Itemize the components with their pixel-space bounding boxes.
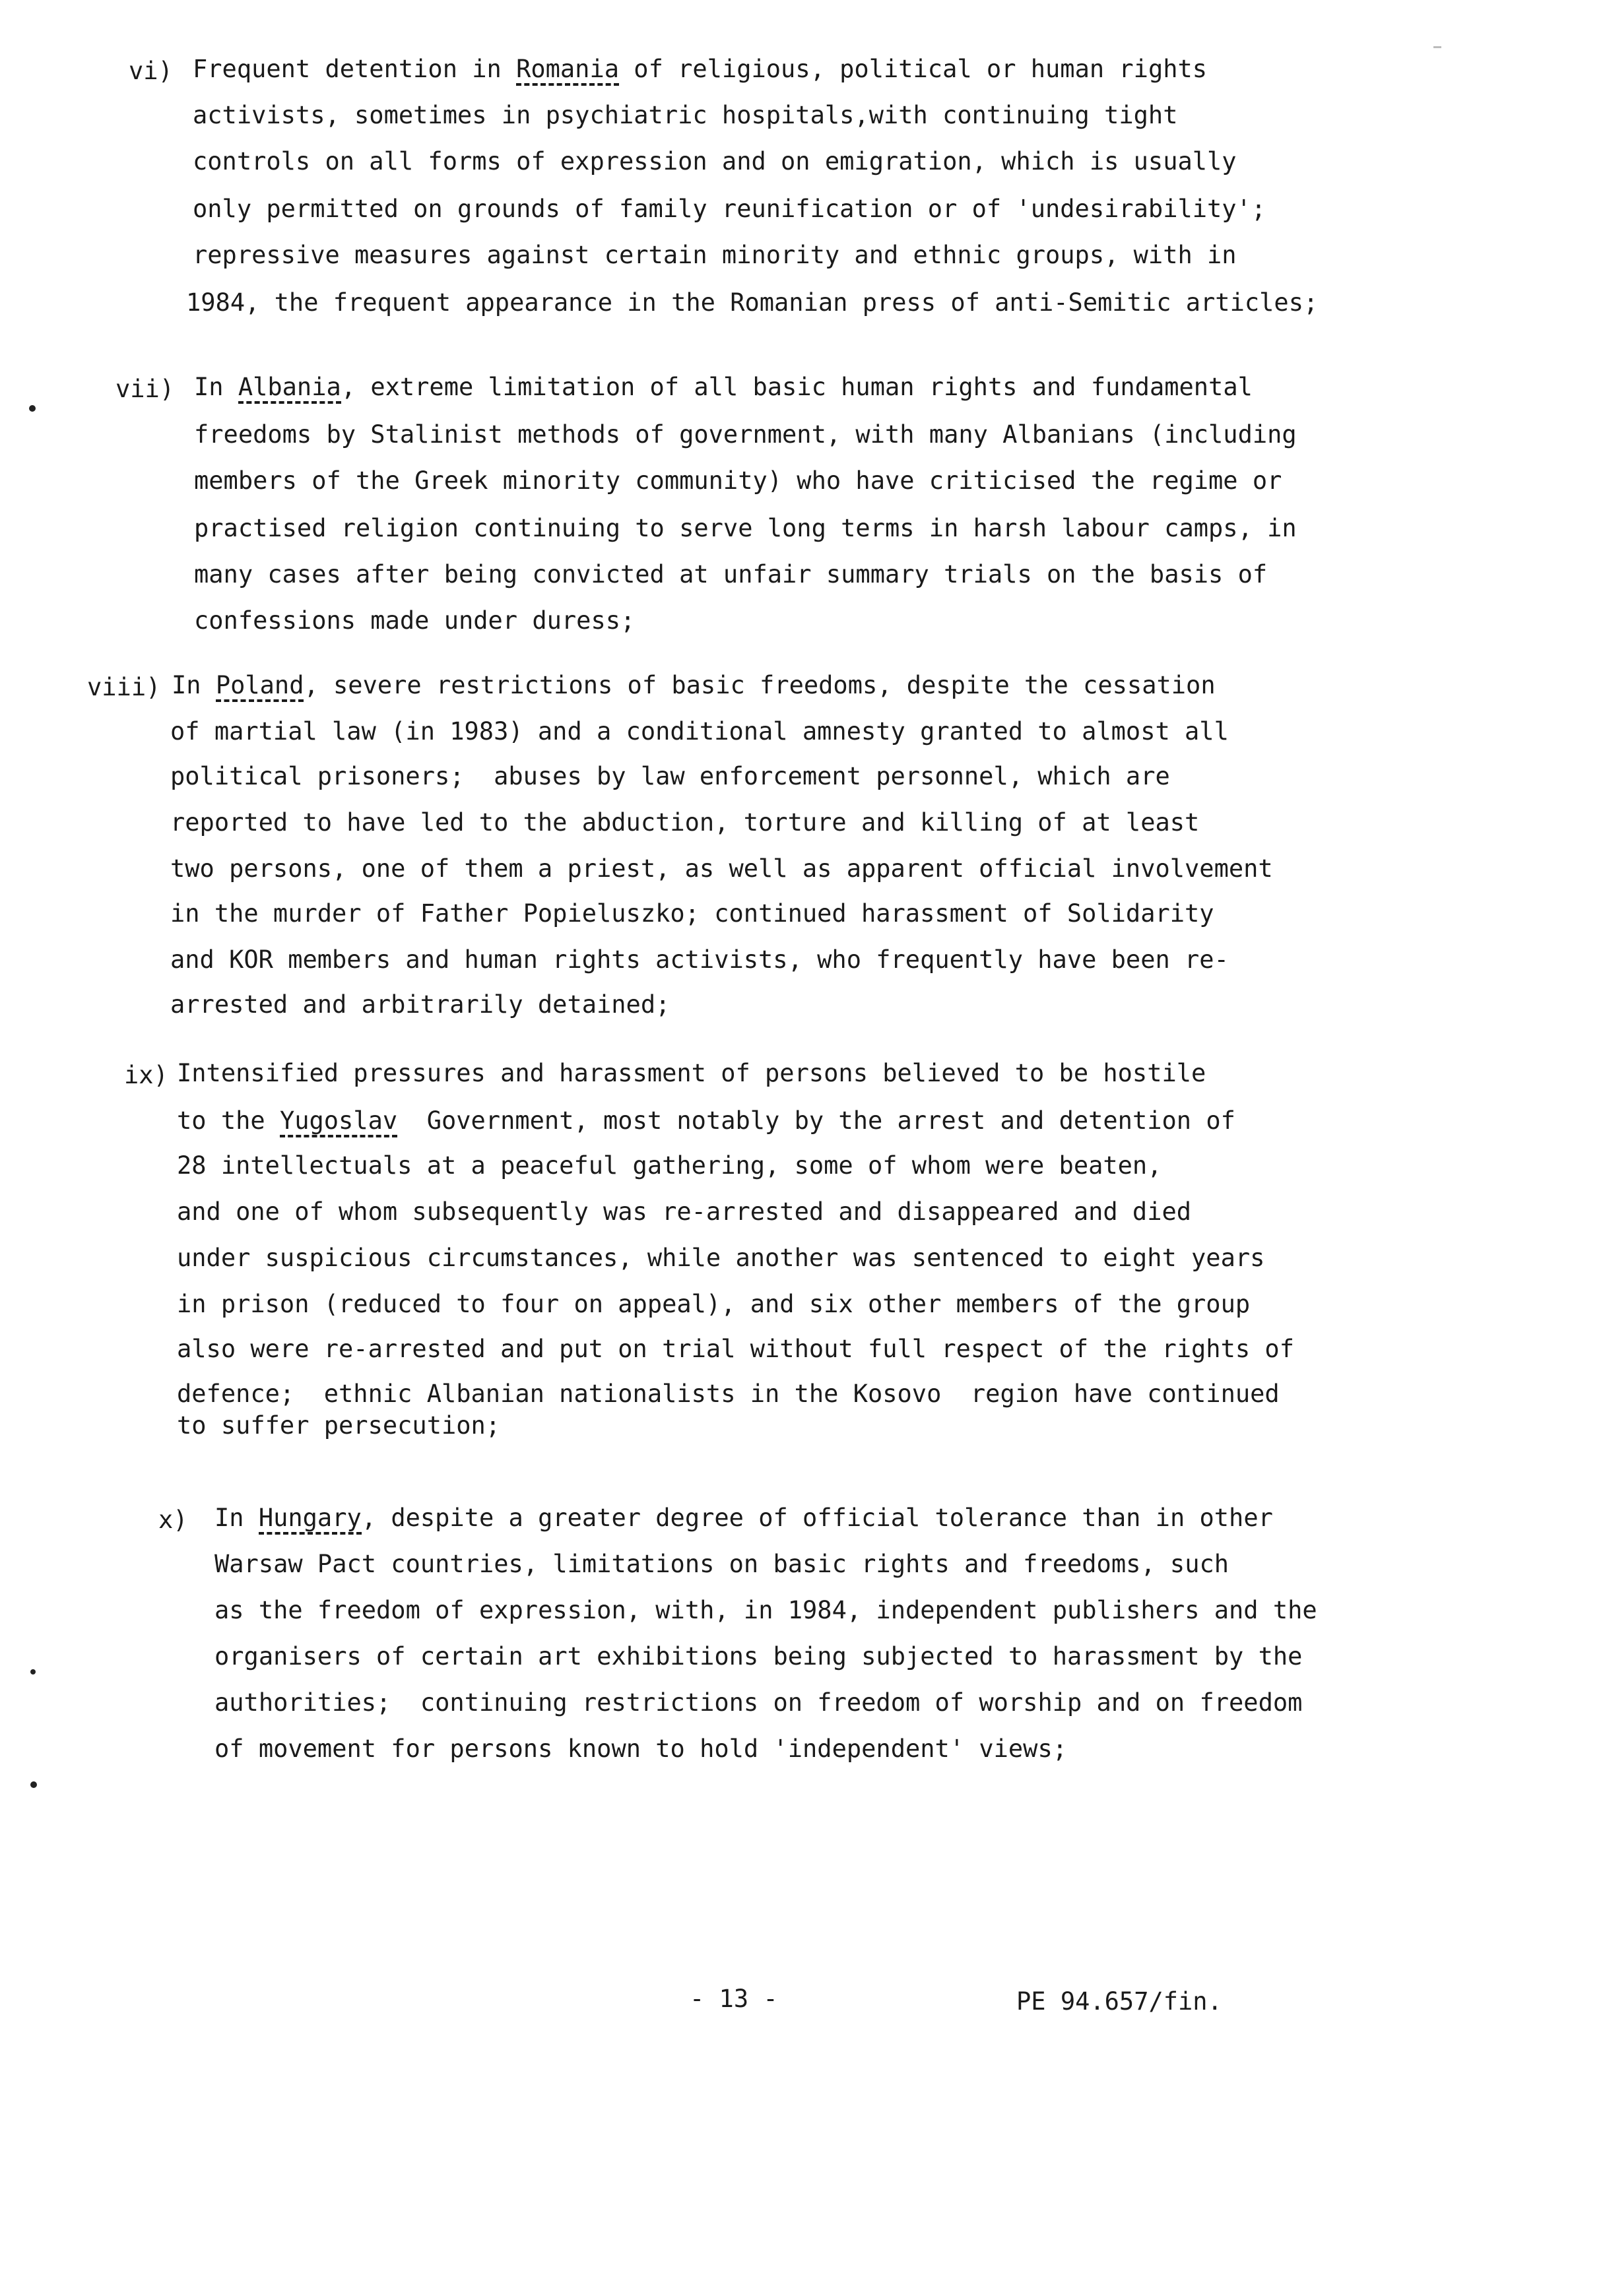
- scan-speck: [30, 1781, 37, 1788]
- text-run: authorities; continuing restrictions on freedom of worship and on freedom: [214, 1688, 1303, 1717]
- text-run: members of the Greek minority community) who have criticised the regime or: [194, 466, 1282, 495]
- text-run: Warsaw Pact countries, limitations on basic rights and freedoms, such: [214, 1550, 1229, 1578]
- paragraph-line: [177, 1337, 1294, 1361]
- text-run: as the freedom of expression, with, in 1984, independent publishers and the: [214, 1596, 1317, 1624]
- item-number: vii): [115, 375, 175, 403]
- paragraph-line: [194, 562, 1267, 587]
- text-run: In: [172, 671, 216, 699]
- text-run: defence; ethnic Albanian nationalists in the Kosovo region have continued: [177, 1380, 1280, 1408]
- paragraph-line: [214, 1506, 1273, 1530]
- scan-speck: [29, 405, 36, 412]
- paragraph-line: [194, 608, 635, 633]
- paragraph-line: [170, 992, 670, 1017]
- paragraph-line: [193, 103, 1177, 127]
- text-run: arrested and arbitrarily detained;: [170, 990, 671, 1019]
- scan-speck: [30, 1669, 36, 1674]
- paragraph-line: [177, 1199, 1191, 1224]
- text-run: two persons, one of them a priest, as well as apparent official involvement: [170, 854, 1273, 883]
- text-run: Government, most notably by the arrest and detention of: [397, 1106, 1235, 1135]
- text-run: In: [194, 373, 238, 401]
- text-run: practised religion continuing to serve long terms in harsh labour camps, in: [194, 514, 1297, 542]
- paragraph-line: [170, 901, 1214, 926]
- text-run: reported to have led to the abduction, torture and killing of at least: [170, 808, 1200, 837]
- text-run: organisers of certain art exhibitions being subjected to harassment by the: [214, 1642, 1303, 1671]
- paragraph-line: [170, 947, 1229, 972]
- text-run: many cases after being convicted at unfair summary trials on the basis of: [194, 560, 1268, 589]
- text-run: to suffer persecution;: [177, 1411, 501, 1440]
- text-run: in prison (reduced to four on appeal), and six other members of the group: [177, 1290, 1251, 1318]
- paragraph-line: [177, 1292, 1250, 1316]
- paragraph-line: [194, 516, 1297, 540]
- text-run: confessions made under duress;: [194, 606, 636, 635]
- paragraph-line: [177, 1382, 1280, 1406]
- text-run: in the murder of Father Popieluszko; continued harassment of Solidarity: [170, 899, 1214, 928]
- text-run: , extreme limitation of all basic human rights and fundamental: [341, 373, 1253, 401]
- document-reference: PE 94.657/fin.: [1016, 1987, 1222, 2016]
- page-number: - 13 -: [690, 1985, 778, 2013]
- text-run: 28 intellectuals at a peaceful gathering, some of whom were beaten,: [177, 1151, 1162, 1180]
- paragraph-line: [193, 243, 1237, 267]
- text-run: only permitted on grounds of family reunification or of 'undesirability';: [193, 195, 1266, 223]
- text-run: to the: [177, 1106, 280, 1135]
- paragraph-line: [194, 422, 1297, 447]
- item-number: viii): [87, 673, 161, 701]
- paragraph-line: [177, 1153, 1162, 1178]
- paragraph-line: [214, 1552, 1229, 1576]
- text-run: and one of whom subsequently was re-arrested and disappeared and died: [177, 1197, 1192, 1226]
- item-number: x): [158, 1506, 188, 1534]
- underlined-country-name: Poland: [216, 671, 304, 702]
- text-run: , despite a greater degree of official tolerance than in other: [361, 1504, 1273, 1532]
- text-run: of movement for persons known to hold 'independent' views;: [214, 1735, 1068, 1763]
- item-number: ix): [124, 1061, 168, 1089]
- underlined-country-name: Yugoslav: [280, 1106, 397, 1137]
- paragraph-line: [194, 375, 1253, 399]
- paragraph-line: [194, 468, 1282, 493]
- text-run: , severe restrictions of basic freedoms, despite the cessation: [304, 671, 1216, 699]
- text-run: controls on all forms of expression and on emigration, which is usually: [193, 147, 1237, 175]
- paragraph-line: [170, 856, 1273, 881]
- paragraph-line: [193, 57, 1207, 81]
- text-run: also were re-arrested and put on trial without full respect of the rights of: [177, 1335, 1294, 1363]
- paragraph-line: [177, 1246, 1264, 1270]
- paragraph-line: [214, 1598, 1317, 1622]
- underlined-country-name: Hungary: [259, 1504, 362, 1535]
- text-run: repressive measures against certain minority and ethnic groups, with in: [193, 241, 1237, 269]
- text-run: under suspicious circumstances, while another was sentenced to eight years: [177, 1244, 1265, 1272]
- underlined-country-name: Romania: [516, 55, 619, 86]
- paragraph-line: [177, 1413, 500, 1438]
- text-run: activists, sometimes in psychiatric hospitals,with continuing tight: [193, 101, 1178, 129]
- text-run: Intensified pressures and harassment of persons believed to be hostile: [177, 1059, 1206, 1087]
- text-run: In: [214, 1504, 259, 1532]
- paragraph-line: [193, 149, 1237, 174]
- paragraph-line: [193, 197, 1266, 221]
- paragraph-line: [214, 1737, 1067, 1761]
- text-run: of martial law (in 1983) and a conditional amnesty granted to almost all: [170, 717, 1229, 746]
- paragraph-line: [186, 290, 1318, 315]
- item-number: vi): [129, 57, 173, 85]
- paragraph-line: [170, 719, 1229, 744]
- text-run: 1984, the frequent appearance in the Romanian press of anti-Semitic articles;: [186, 288, 1319, 317]
- paragraph-line: [177, 1061, 1206, 1085]
- paragraph-line: [170, 764, 1170, 788]
- underlined-country-name: Albania: [238, 373, 341, 404]
- paragraph-line: [214, 1644, 1302, 1669]
- paragraph-line: [172, 673, 1216, 697]
- paragraph-line: [214, 1690, 1302, 1715]
- text-run: of religious, political or human rights: [619, 55, 1208, 83]
- scan-mark: [1433, 46, 1441, 48]
- paragraph-line: [170, 810, 1199, 835]
- text-run: Frequent detention in: [193, 55, 517, 83]
- paragraph-line: [177, 1108, 1235, 1133]
- text-run: and KOR members and human rights activists, who frequently have been re-: [170, 945, 1229, 974]
- text-run: freedoms by Stalinist methods of government, with many Albanians (including: [194, 420, 1297, 449]
- text-run: political prisoners; abuses by law enforcement personnel, which are: [170, 762, 1170, 790]
